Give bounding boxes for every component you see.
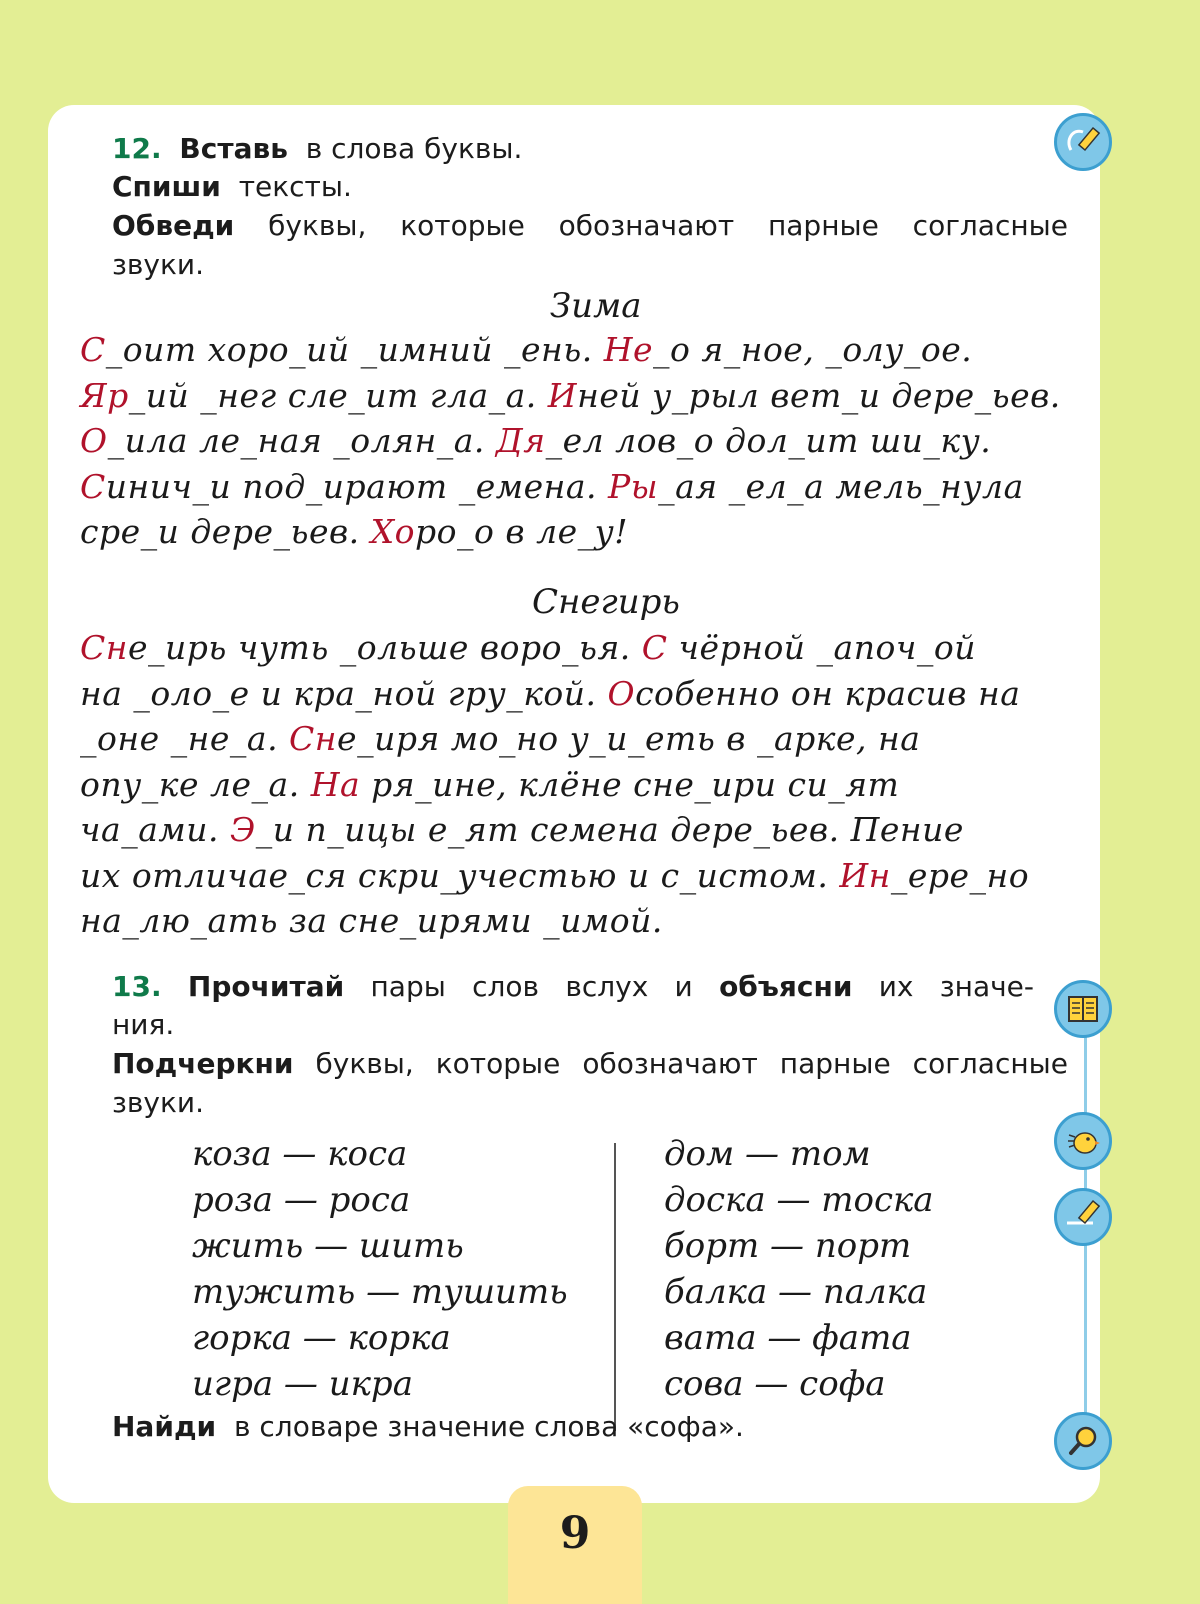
task12-line1 [112,130,522,168]
text1-line-2-text: _ий _нег сле_ит гла_а. [128,375,548,415]
text1-line-2-text-2: ней у_рыл вет_и дере_ьев. [577,375,1061,415]
text1-line-4-text-2: _ая _ел_а мель_нула [658,466,1024,506]
task13-line3 [112,1045,1068,1083]
write-icon [1054,113,1112,171]
text2-line-2-text-2: собенно он красив на [635,673,1021,713]
text2-line-5 [80,810,964,849]
task12-verb-insert: Вставь [179,132,288,165]
task12-verb-circle: Обведи [112,209,235,242]
text2-line-3-text-2: е_иря мо_но у_и_еть в _арке, на [337,719,921,758]
task13-line3-rest: буквы, которые обозначают парные согласные [315,1047,1069,1080]
text1-line-2 [80,376,1061,415]
task13-verb-read: Прочитай [187,970,345,1003]
task13-line1-rest: их значе- [878,970,1035,1003]
pair-right-2: доска — тоска [664,1180,934,1220]
pair-left-6: игра — икра [192,1364,413,1404]
text1-line-5-capital-2: Хо [370,512,416,551]
text1-line-3 [80,421,991,460]
text2-line-1-capital-2: С [641,628,668,667]
text1-line-5-text: сре_и дере_ьев. [80,512,371,551]
page-number: 9 [559,1508,591,1559]
text1-line-2-capital: Яр [80,375,129,415]
text2-line-3 [80,719,920,758]
text1-line-1-capital: С [80,330,106,369]
text2-line-3-capital-2: Сн [289,719,338,758]
text2-line-2-text: на _оло_е и кра_ной гру_кой. [80,673,608,713]
text2-line-5-text: ча_ами. [80,810,230,849]
pair-right-3: борт — порт [664,1226,912,1266]
text1-line-3-text: _ила ле_ная _олян_а. [107,421,496,460]
task13-number: 13. [112,970,162,1003]
text1-line-2-capital-2: И [547,375,578,415]
text1-line-4 [80,467,1024,506]
text2-line-5-text-2: _и п_ицы е_ят семена дере_ьев. Пение [255,810,964,849]
text2-line-2 [80,674,1020,713]
text1-title: Зима [550,286,642,326]
text2-line-2-capital-2: О [607,673,636,713]
text2-line-6 [80,856,1029,895]
write-icon [1054,1188,1112,1246]
book-icon [1054,980,1112,1038]
text1-line-3-capital: О [80,421,108,460]
pair-left-5: горка — корка [192,1318,451,1358]
text1-line-4-capital-2: Ры [608,466,659,506]
text1-line-1 [80,330,972,369]
footer-rest: в словаре значение слова «софа». [234,1410,744,1443]
text2-line-4 [80,765,899,804]
text1-line-5 [80,512,628,551]
text2-line-7-text: на_лю_ать за сне_ирями _имой. [80,901,663,940]
footer-task [112,1408,744,1446]
text2-line-6-text: их отличае_ся скри_учестью и с_истом. [80,855,840,895]
text2-title: Снегирь [532,582,680,622]
task13-line2 [112,1006,174,1044]
pair-left-4: тужить — тушить [192,1272,568,1312]
pair-right-1: дом — том [664,1134,871,1174]
task12-line2-rest: тексты. [238,170,352,203]
task13-line1 [112,968,1034,1006]
task13-line4 [112,1084,204,1122]
task12-line2 [112,168,352,206]
bird-icon [1054,1112,1112,1170]
text2-line-3-text: _оне _не_а. [80,719,290,758]
text1-line-1-text: _оит хоро_ий _имний _ень. [105,330,604,369]
text2-line-1-capital: Сн [80,628,128,667]
task12-line3 [112,207,1068,245]
text2-line-4-text-2: ря_ине, клёне сне_ири си_ят [360,764,900,804]
pairs-divider [614,1143,616,1431]
pair-right-5: вата — фата [664,1318,912,1358]
pair-right-4: балка — палка [664,1272,928,1312]
task12-line4-text: звуки. [112,248,204,281]
text2-line-7 [80,901,663,940]
task12-number: 12. [112,132,162,165]
task13-line4-text: звуки. [112,1086,204,1119]
text2-line-4-text: опу_ке ле_а. [80,764,311,804]
text2-line-5-capital-2: Э [229,810,256,849]
task12-line4 [112,246,204,284]
pair-left-3: жить — шить [192,1226,464,1266]
text2-line-4-capital-2: На [310,764,361,804]
task13-line2-text: ния. [112,1008,175,1041]
pair-right-6: сова — софа [664,1364,886,1404]
text1-line-1-text-2: _о я_ное, _олу_ое. [653,330,973,369]
text1-line-3-text-2: _ел лов_о дол_ит ши_ку. [545,421,992,460]
task13-verb-underline: Подчеркни [112,1047,294,1080]
task12-verb-copy: Спиши [112,170,221,203]
text1-line-4-capital: С [80,466,106,506]
text1-line-5-text-2: ро_о в ле_у! [415,512,629,551]
text2-line-1-text-2: чёрной _апоч_ой [667,628,976,667]
pair-left-1: коза — коса [192,1134,408,1174]
text2-line-1 [80,628,976,667]
text2-line-1-text: е_ирь чуть _ольше воро_ья. [128,628,642,667]
magnifier-icon [1054,1412,1112,1470]
footer-verb-find: Найди [112,1410,217,1443]
task13-line1-mid: пары слов вслух и [370,970,693,1003]
page-number-tab [508,1486,642,1604]
text2-line-6-text-2: _ере_но [890,855,1030,895]
text2-line-6-capital-2: Ин [839,855,891,895]
task13-verb-explain: объясни [719,970,853,1003]
text1-line-3-capital-2: Дя [495,421,546,460]
task12-line1-rest: в слова буквы. [305,132,523,165]
task12-line3-rest: буквы, которые обозначают парные согласные [268,209,1069,242]
text1-line-1-capital-2: Не [603,330,653,369]
text1-line-4-text: инич_и под_ирают _емена. [105,466,608,506]
pair-left-2: роза — роса [192,1180,411,1220]
